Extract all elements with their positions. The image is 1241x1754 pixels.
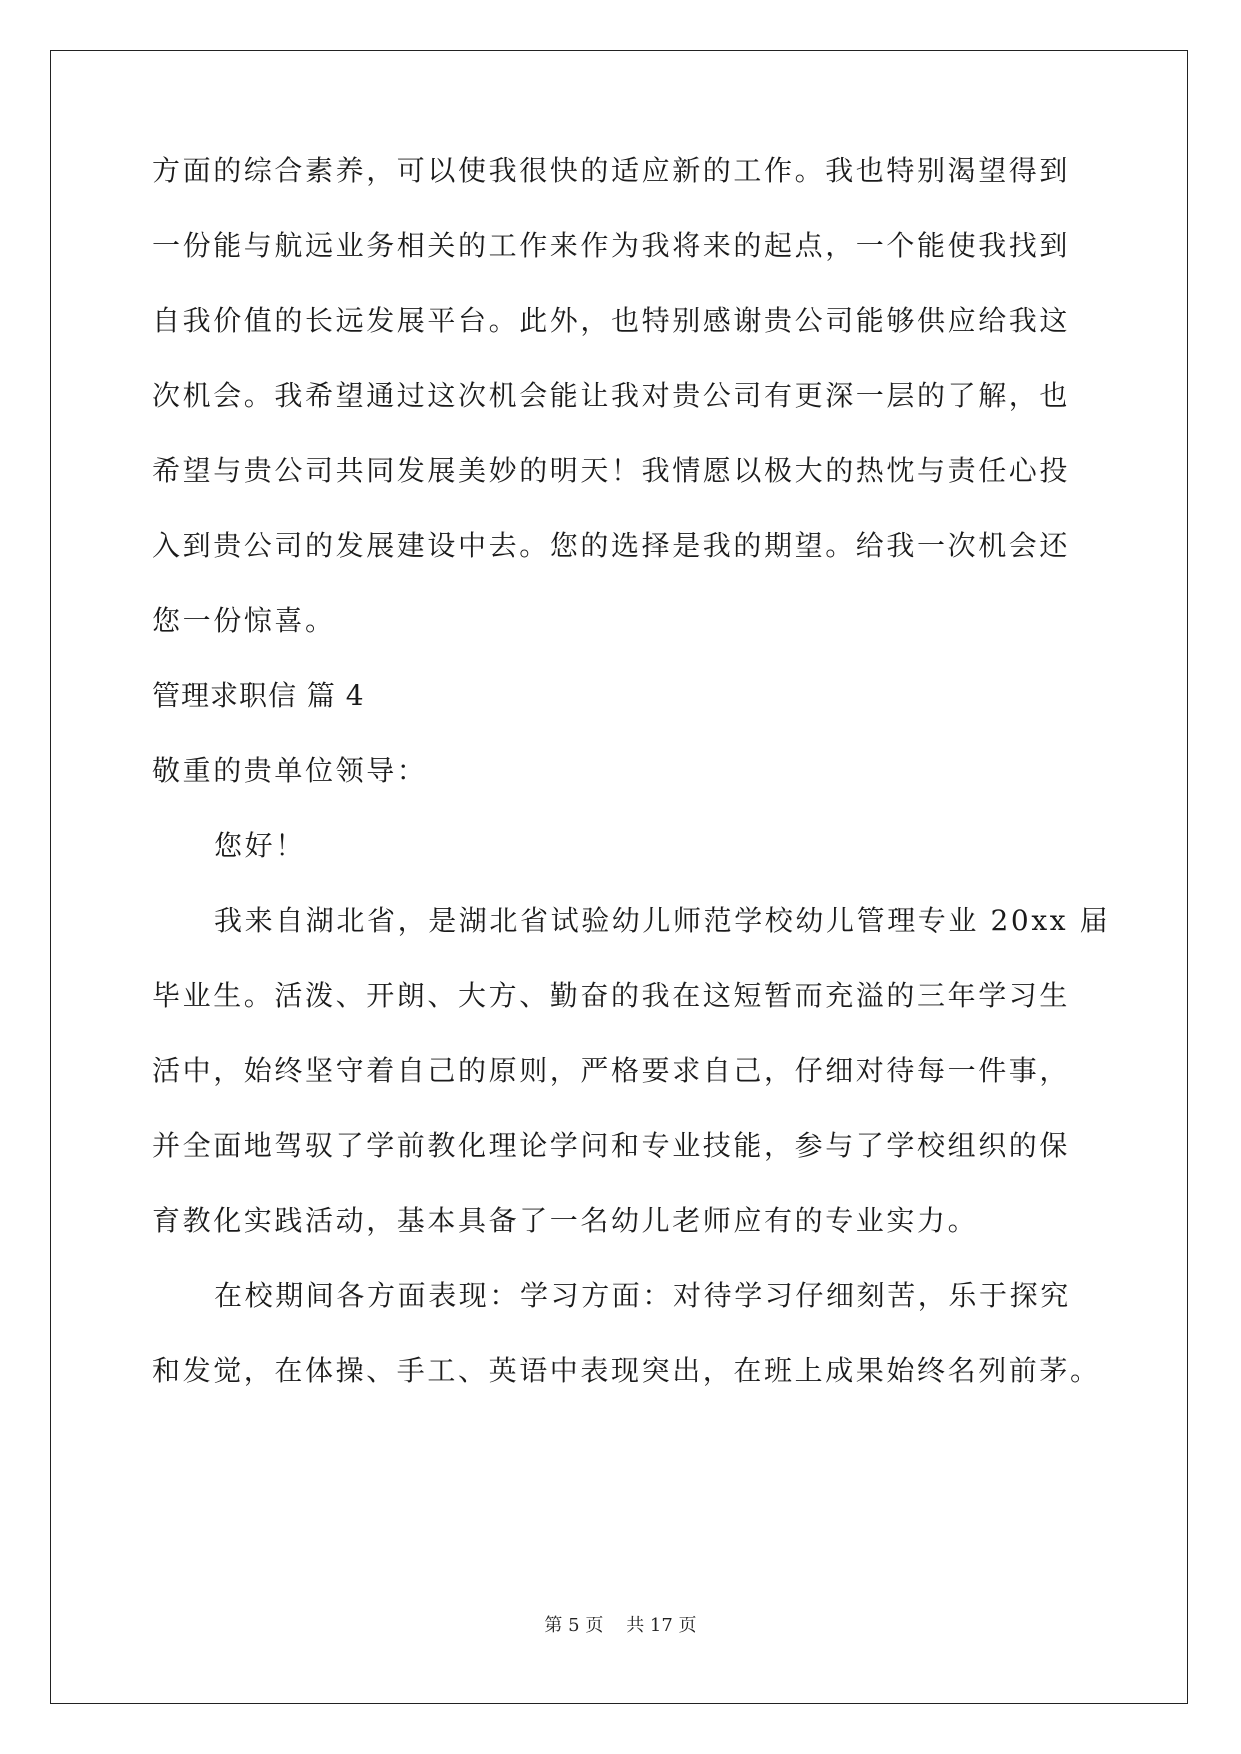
salutation: 敬重的贵单位领导： [152,754,428,787]
paragraph-line: 育教化实践活动，基本具备了一名幼儿老师应有的专业实力。 [152,1204,979,1237]
text-line: 自我价值的长远发展平台。此外，也特别感谢贵公司能够供应给我这 [152,304,1071,337]
paragraph-line: 活中，始终坚守着自己的原则，严格要求自己，仔细对待每一件事， [152,1054,1071,1087]
page-number-footer: 第 5 页 共 17 页 [544,1615,697,1636]
paragraph-line: 和发觉，在体操、手工、英语中表现突出，在班上成果始终名列前茅。 [152,1354,1101,1387]
text-line: 方面的综合素养，可以使我很快的适应新的工作。我也特别渴望得到 [152,154,1071,187]
section-title: 管理求职信 篇 4 [152,679,365,712]
paragraph-line: 并全面地驾驭了学前教化理论学问和专业技能，参与了学校组织的保 [152,1129,1071,1162]
text-line: 您一份惊喜。 [152,604,336,637]
text-line: 希望与贵公司共同发展美妙的明天！我情愿以极大的热忱与责任心投 [152,454,1071,487]
page-frame [50,50,1188,1704]
paragraph-line: 我来自湖北省，是湖北省试验幼儿师范学校幼儿管理专业 20xx 届 [214,904,1111,937]
greeting: 您好！ [214,829,306,862]
text-line: 入到贵公司的发展建设中去。您的选择是我的期望。给我一次机会还 [152,529,1071,562]
paragraph-line: 毕业生。活泼、开朗、大方、勤奋的我在这短暂而充溢的三年学习生 [152,979,1071,1012]
text-line: 一份能与航远业务相关的工作来作为我将来的起点，一个能使我找到 [152,229,1071,262]
paragraph-line: 在校期间各方面表现：学习方面：对待学习仔细刻苦，乐于探究 [214,1279,1071,1312]
text-line: 次机会。我希望通过这次机会能让我对贵公司有更深一层的了解，也 [152,379,1071,412]
